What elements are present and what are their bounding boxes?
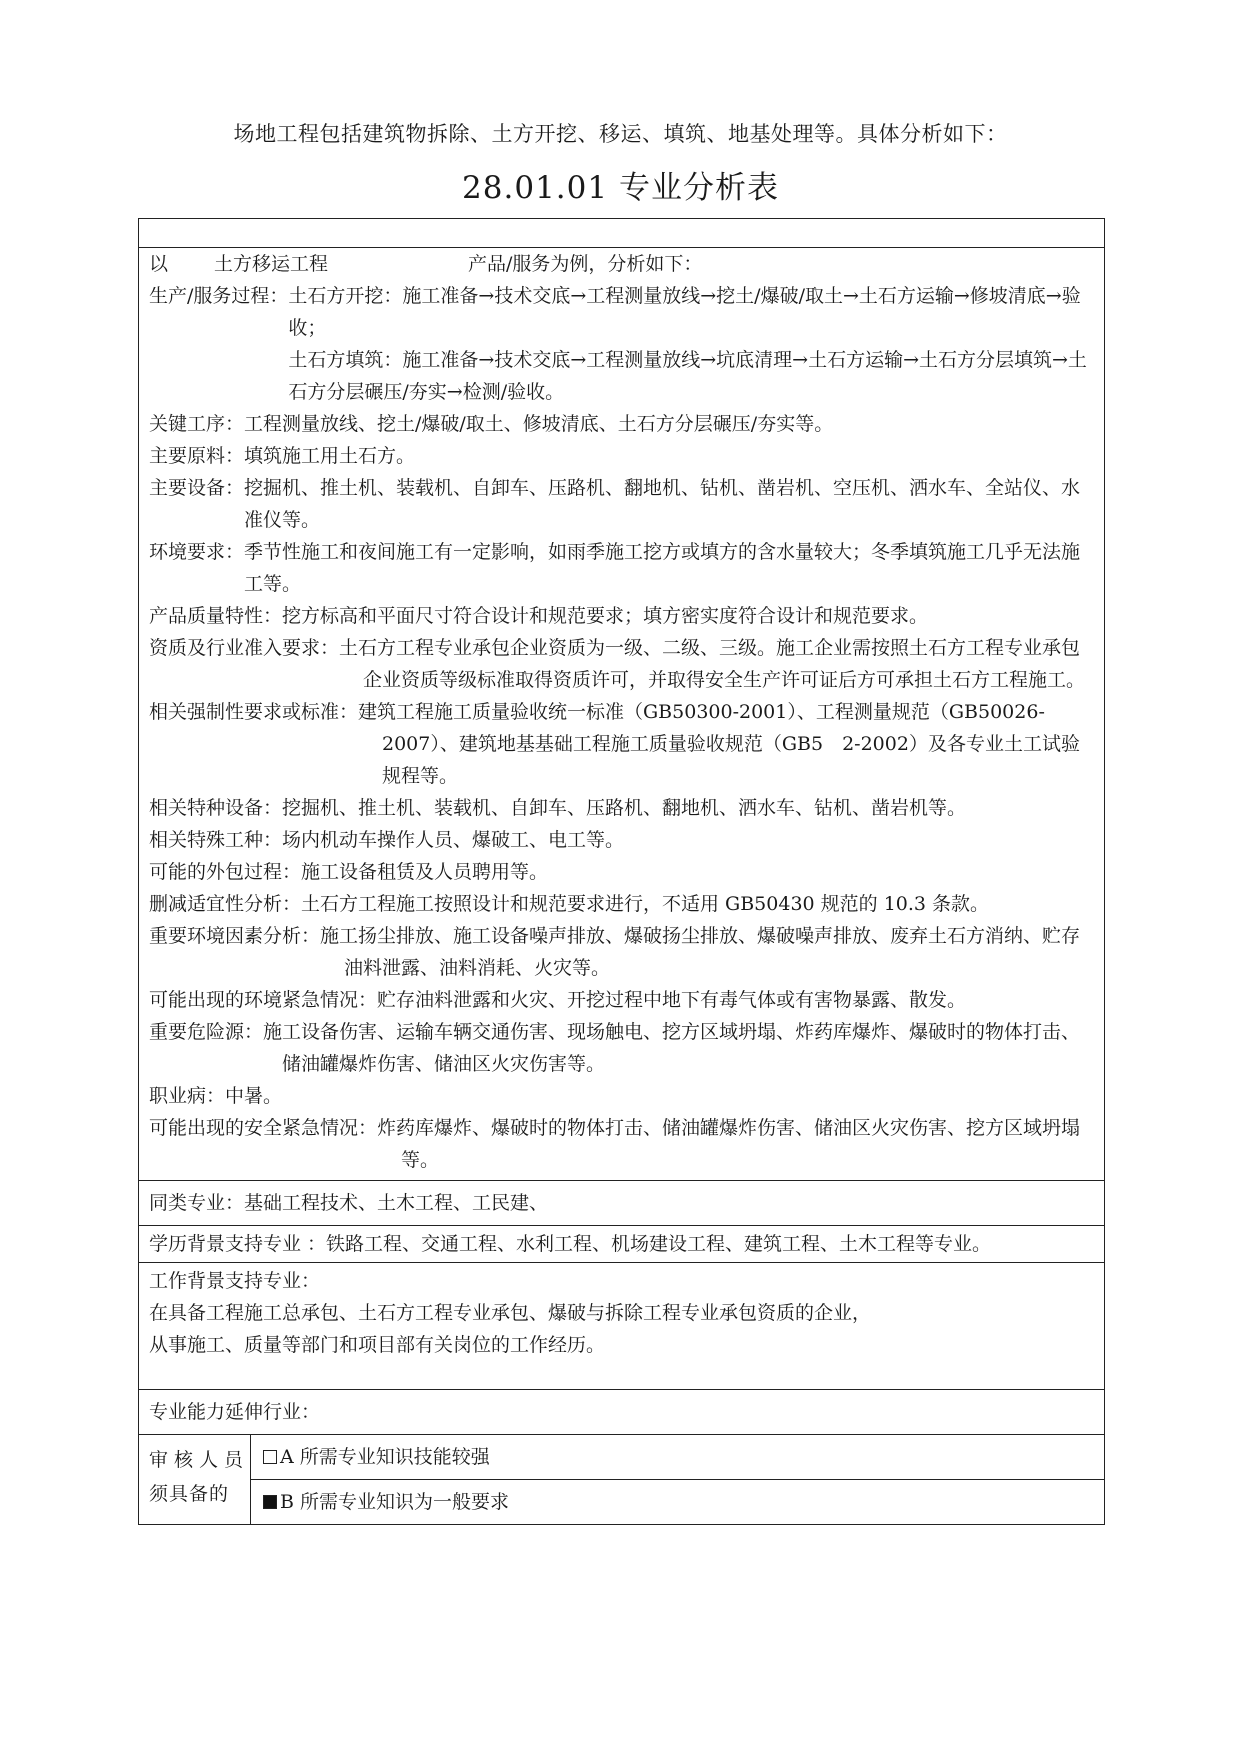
quality-characteristics: 产品质量特性：挖方标高和平面尺寸符合设计和规范要求；填方密实度符合设计和规范要求。: [149, 605, 929, 627]
similar-majors-row: [139, 1181, 1105, 1226]
option-a-label: A 所需专业知识技能较强: [280, 1446, 490, 1468]
special-trades: 相关特殊工种：场内机动车操作人员、爆破工、电工等。: [149, 829, 625, 851]
outsourcing: 可能的外包过程：施工设备租赁及人员聘用等。: [149, 861, 549, 883]
option-b-label: B 所需专业知识为一般要求: [280, 1491, 510, 1513]
example-suffix: 产品/服务为例，分析如下：: [468, 253, 703, 275]
environmental-emergency: 可能出现的环境紧急情况：贮存油料泄露和火灾、开挖过程中地下有毒气体或有害物暴露、散发。: [149, 989, 967, 1011]
intro-text: 场地工程包括建筑物拆除、土方开挖、移运、填筑、地基处理等。具体分析如下：: [233, 122, 1008, 146]
process-excavation: 土石方开挖：施工准备→技术交底→工程测量放线→挖土/爆破/取土→土石方运输→修坡清底→验收；: [288, 285, 1081, 339]
work-background-row: [139, 1263, 1105, 1390]
process-filling: 土石方填筑：施工准备→技术交底→工程测量放线→坑底清理→土石方运输→土石方分层填筑→土石方分层碾压/夯实→检测/验收。: [288, 349, 1087, 403]
analysis-cell: [139, 248, 1105, 1181]
work-background-label: 工作背景支持专业：: [149, 1270, 321, 1292]
key-process: 关键工序：工程测量放线、挖土/爆破/取土、修坡清底、土石方分层碾压/夯实等。: [149, 413, 834, 435]
process-label: 生产/服务过程：: [149, 285, 289, 307]
main-equipment: 主要设备：挖掘机、推土机、装载机、自卸车、压路机、翻地机、钻机、凿岩机、空压机、洒水车、全站仪、水准仪等。: [149, 477, 1081, 531]
similar-majors: 同类专业：基础工程技术、土木工程、工民建、: [139, 1181, 1105, 1226]
hazards: 重要危险源：施工设备伤害、运输车辆交通伤害、现场触电、挖方区域坍塌、炸药库爆炸、爆破时的物体打击、储油罐爆炸伤害、储油区火灾伤害等。: [149, 1021, 1081, 1075]
education-row: [139, 1226, 1105, 1263]
work-background-line2: 从事施工、质量等部门和项目部有关岗位的工作经历。: [149, 1334, 606, 1356]
table-header-row: [139, 219, 1105, 248]
reviewer-row-b: [139, 1480, 1105, 1525]
safety-emergency: 可能出现的安全紧急情况：炸药库爆炸、爆破时的物体打击、储油罐爆炸伤害、储油区火灾伤害、挖方区域坍塌等。: [149, 1117, 1081, 1171]
mandatory-standards: 相关强制性要求或标准：建筑工程施工质量验收统一标准（GB50300-2001）、工程测量规范（GB50026-2007）、建筑地基基础工程施工质量验收规范（GB5 2-2002）及各专业土工试验规程等。: [149, 701, 1080, 787]
option-a-checkbox[interactable]: [263, 1450, 277, 1464]
main-materials: 主要原料：填筑施工用土石方。: [149, 445, 416, 467]
example-product: 土方移运工程: [214, 253, 329, 275]
exclusion: 删减适宜性分析：土石方工程施工按照设计和规范要求进行，不适用 GB50430 规范的 10.3 条款。: [149, 893, 990, 915]
special-equipment: 相关特种设备：挖掘机、推土机、装载机、自卸车、压路机、翻地机、洒水车、钻机、凿岩机等。: [149, 797, 967, 819]
option-b-checkbox[interactable]: [263, 1495, 277, 1509]
analysis-table: [138, 218, 1105, 1525]
reviewer-option-b[interactable]: [251, 1480, 1105, 1525]
environment-requirements: 环境要求：季节性施工和夜间施工有一定影响，如雨季施工挖方或填方的含水量较大；冬季填筑施工几乎无法施工等。: [149, 541, 1081, 595]
education-background: 学历背景支持专业 ：铁路工程、交通工程、水利工程、机场建设工程、建筑工程、土木工程等专业。: [149, 1233, 992, 1255]
empty-header-cell: [139, 219, 1105, 248]
example-line: [149, 248, 1094, 280]
extension-industry: 专业能力延伸行业：: [139, 1390, 1105, 1435]
example-prefix: 以: [149, 253, 169, 275]
reviewer-label: 审核人员须具备的: [139, 1435, 251, 1525]
reviewer-row-a: [139, 1435, 1105, 1480]
qualification: 资质及行业准入要求：土石方工程专业承包企业资质为一级、二级、三级。施工企业需按照土石方工程专业承包企业资质等级标准取得资质许可，并取得安全生产许可证后方可承担土石方工程施工。: [149, 637, 1086, 691]
occupational-disease: 职业病：中暑。: [149, 1085, 283, 1107]
environmental-factors: 重要环境因素分析：施工扬尘排放、施工设备噪声排放、爆破扬尘排放、爆破噪声排放、废弃土石方消纳、贮存油料泄露、油料消耗、火灾等。: [149, 925, 1081, 979]
page-title: 28.01.01 专业分析表: [462, 170, 779, 206]
reviewer-option-a[interactable]: [251, 1435, 1105, 1480]
process-block: [149, 280, 1094, 408]
work-background-line1: 在具备工程施工总承包、土石方工程专业承包、爆破与拆除工程专业承包资质的企业，: [149, 1302, 872, 1324]
extension-row: [139, 1390, 1105, 1435]
analysis-row: [139, 248, 1105, 1181]
